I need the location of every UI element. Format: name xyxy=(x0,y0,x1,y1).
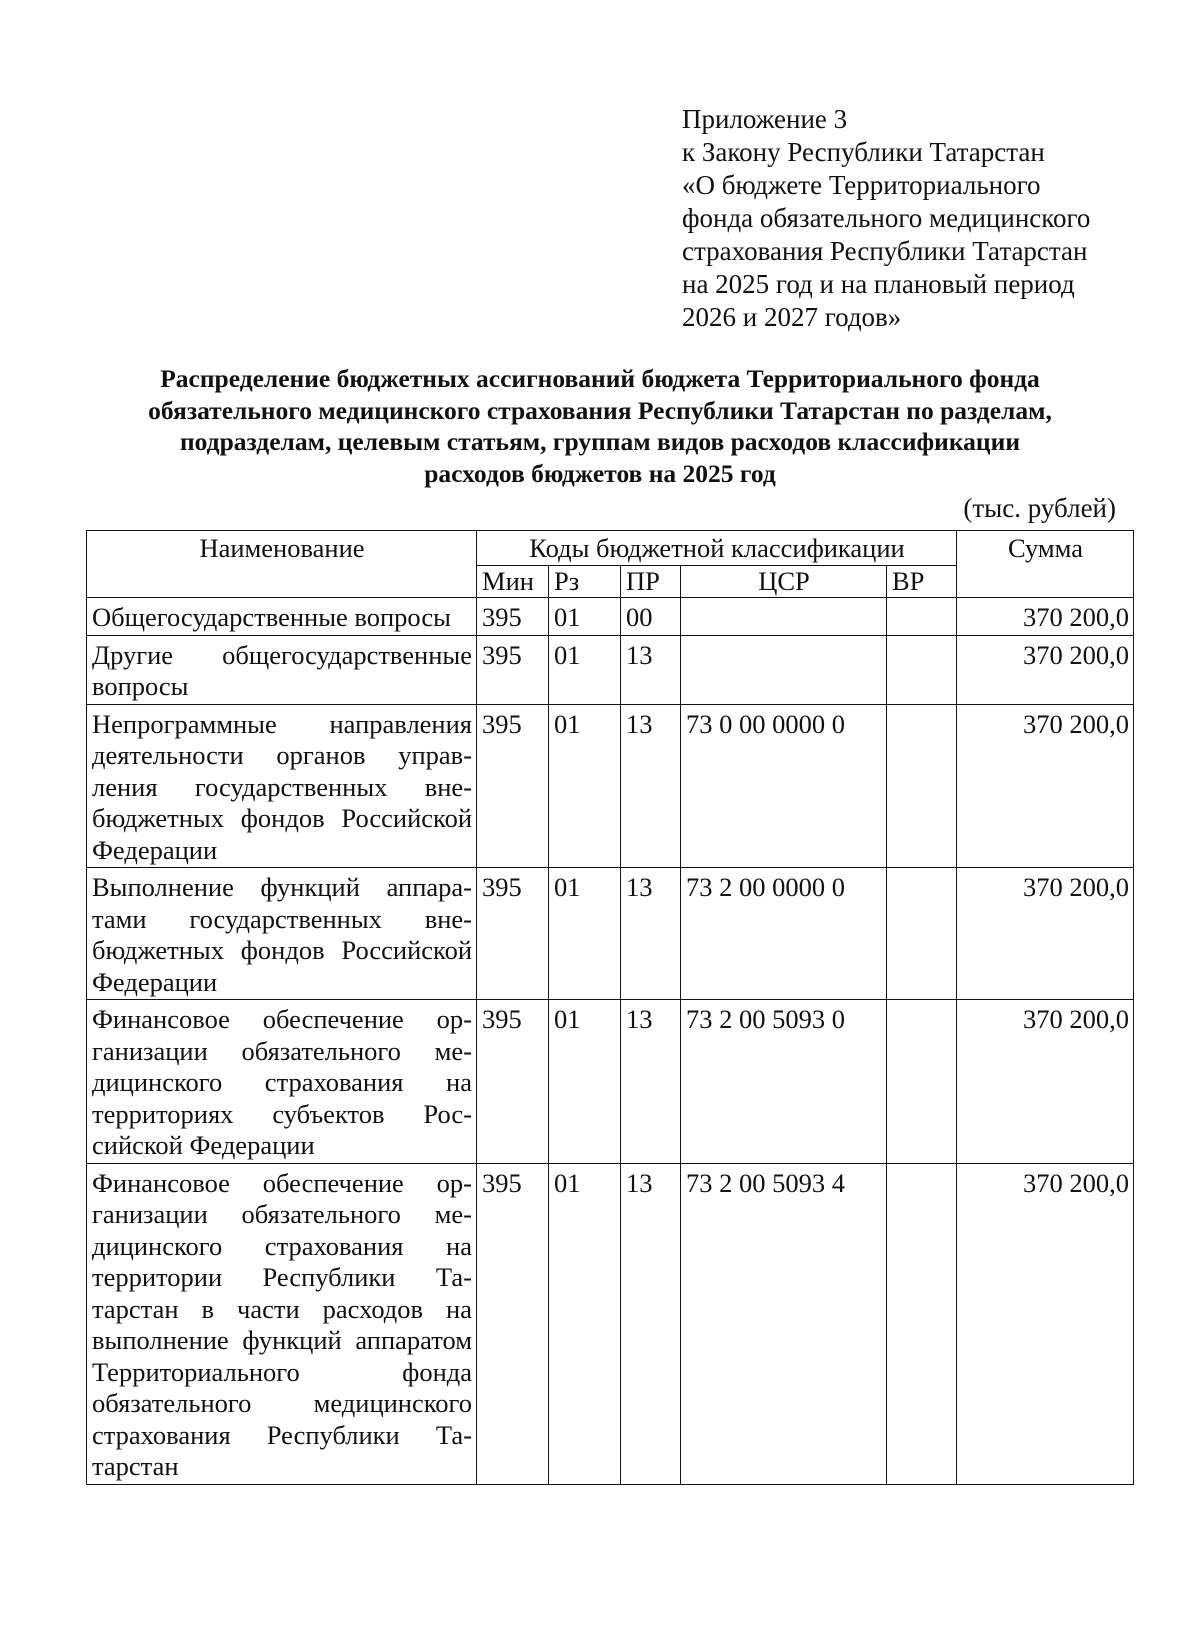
row-sum-cell: 370 200,0 xyxy=(957,598,1134,636)
header-rz: Рз xyxy=(549,565,621,598)
appendix-line: на 2025 год и на плановый период xyxy=(682,269,1075,299)
row-pr-cell: 13 xyxy=(621,704,681,868)
header-codes: Коды бюджетной классификации xyxy=(477,531,957,566)
row-min-cell: 395 xyxy=(477,868,549,1000)
table-row xyxy=(87,868,1134,1000)
row-vr-cell xyxy=(887,635,957,704)
row-min-cell: 395 xyxy=(477,1163,549,1484)
row-pr-cell: 13 xyxy=(621,635,681,704)
row-rz-cell: 01 xyxy=(549,868,621,1000)
appendix-line: Приложение 3 xyxy=(682,104,848,134)
row-name-cell: Непрограммные направления деятельности органов управления государственных внебюджетных фондов Российской Федерации xyxy=(87,704,477,868)
table-row xyxy=(87,1000,1134,1164)
appendix-block xyxy=(682,103,1142,334)
row-min-cell: 395 xyxy=(477,635,549,704)
header-min: Мин xyxy=(477,565,549,598)
appendix-line: фонда обязательного медицинского xyxy=(682,203,1091,233)
table-row xyxy=(87,598,1134,636)
row-vr-cell xyxy=(887,868,957,1000)
table-row xyxy=(87,635,1134,704)
row-sum-cell: 370 200,0 xyxy=(957,1000,1134,1164)
row-name-cell: Финансовое обеспечение организации обязательного медицинского страхования на территориях субъектов Российской Федерации xyxy=(87,1000,477,1164)
row-vr-cell xyxy=(887,1163,957,1484)
title-line: подразделам, целевым статьям, группам видов расходов классификации xyxy=(179,427,1021,456)
table-header-row xyxy=(87,531,1134,566)
header-pr: ПР xyxy=(621,565,681,598)
row-name-cell: Выполнение функций аппаратами государственных внебюджетных фондов Российской Федерации xyxy=(87,868,477,1000)
units-label: (тыс. рублей) xyxy=(963,493,1116,523)
row-csr-cell: 73 2 00 0000 0 xyxy=(681,868,887,1000)
row-name-cell: Общегосударственные вопросы xyxy=(87,598,477,636)
row-pr-cell: 13 xyxy=(621,1000,681,1164)
row-min-cell: 395 xyxy=(477,1000,549,1164)
appendix-line: к Закону Республики Татарстан xyxy=(682,137,1045,167)
header-vr: ВР xyxy=(887,565,957,598)
row-csr-cell: 73 2 00 5093 4 xyxy=(681,1163,887,1484)
row-csr-cell: 73 0 00 0000 0 xyxy=(681,704,887,868)
appendix-line: 2026 и 2027 годов» xyxy=(682,302,902,332)
row-pr-cell: 00 xyxy=(621,598,681,636)
row-sum-cell: 370 200,0 xyxy=(957,635,1134,704)
header-name: Наименование xyxy=(87,531,477,598)
title-line: расходов бюджетов на 2025 год xyxy=(424,458,776,488)
row-sum-cell: 370 200,0 xyxy=(957,868,1134,1000)
row-csr-cell xyxy=(681,635,887,704)
row-sum-cell: 370 200,0 xyxy=(957,704,1134,868)
row-pr-cell: 13 xyxy=(621,868,681,1000)
row-rz-cell: 01 xyxy=(549,704,621,868)
appendix-line: «О бюджете Территориального xyxy=(682,170,1041,200)
document-title xyxy=(80,363,1120,489)
row-name-cell: Финансовое обеспечение организации обязательного медицинского страхования на территории Республики Татарстан в части расходов на выполнение функций аппаратом Территориального фонда обязательного медицинского страхования Республики Татарстан xyxy=(87,1163,477,1484)
row-csr-cell: 73 2 00 5093 0 xyxy=(681,1000,887,1164)
row-rz-cell: 01 xyxy=(549,635,621,704)
row-rz-cell: 01 xyxy=(549,1000,621,1164)
row-min-cell: 395 xyxy=(477,704,549,868)
row-vr-cell xyxy=(887,1000,957,1164)
title-line: обязательного медицинского страхования Республики Татарстан по разделам, xyxy=(148,395,1052,425)
table-row xyxy=(87,704,1134,868)
row-vr-cell xyxy=(887,598,957,636)
row-rz-cell: 01 xyxy=(549,1163,621,1484)
row-vr-cell xyxy=(887,704,957,868)
budget-table xyxy=(86,530,1134,1485)
row-csr-cell xyxy=(681,598,887,636)
title-line: Распределение бюджетных ассигнований бюджета Территориального фонда xyxy=(160,364,1040,393)
row-name-cell: Другие общегосударственные вопросы xyxy=(87,635,477,704)
header-sum: Сумма xyxy=(957,531,1134,598)
header-csr: ЦСР xyxy=(681,565,887,598)
appendix-line: страхования Республики Татарстан xyxy=(682,236,1088,266)
row-sum-cell: 370 200,0 xyxy=(957,1163,1134,1484)
row-pr-cell: 13 xyxy=(621,1163,681,1484)
row-min-cell: 395 xyxy=(477,598,549,636)
row-rz-cell: 01 xyxy=(549,598,621,636)
table-row xyxy=(87,1163,1134,1484)
